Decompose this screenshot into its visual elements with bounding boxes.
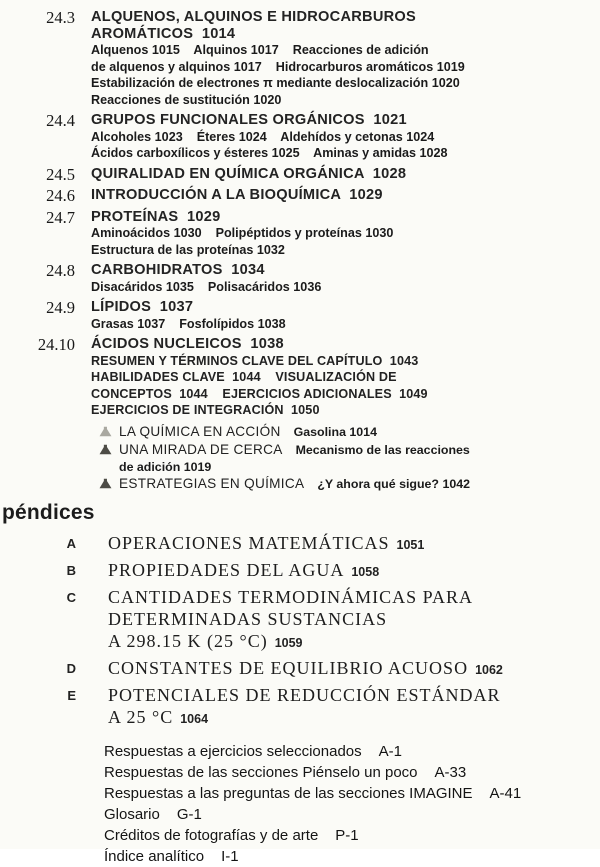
- appendix-letter: E: [67, 687, 76, 703]
- section-subentry-line: Disacáridos 1035 Polisacáridos 1036: [91, 279, 322, 294]
- back-matter-row: [104, 762, 600, 783]
- section-number: 24.4: [46, 111, 75, 130]
- feature-row: [99, 475, 600, 493]
- section-subentry-line: Alquenos 1015 Alquinos 1017 Reacciones de adición: [91, 43, 429, 57]
- section-title-line: INTRODUCCIÓN A LA BIOQUÍMICA 1029: [91, 187, 383, 203]
- back-matter-label: Respuestas a las preguntas de las secciones IMAGINE: [104, 784, 473, 802]
- section-title-line: PROTEÍNAS 1029: [91, 208, 221, 225]
- appendix-page-number: 1064: [180, 711, 209, 726]
- feature-row: [99, 423, 600, 441]
- feature-desc: Mecanismo de las reacciones: [295, 442, 470, 457]
- feature-label: UNA MIRADA DE CERCA: [119, 441, 283, 457]
- back-matter-list: [104, 741, 600, 867]
- back-matter-row: [104, 783, 600, 804]
- feature-desc: Gasolina 1014: [293, 424, 377, 439]
- section-title-line: AROMÁTICOS 1014: [91, 25, 236, 42]
- section-title-line: ALQUENOS, ALQUINOS E HIDROCARBUROS: [91, 9, 416, 25]
- back-matter-page: P-1: [335, 826, 359, 844]
- appendix-page-number: 1059: [274, 635, 303, 650]
- section-row-24-9: [0, 299, 600, 332]
- appendix-letter: C: [66, 589, 76, 605]
- back-matter-page: A-1: [378, 742, 402, 760]
- appendix-title-line: OPERACIONES MATEMÁTICAS: [108, 532, 390, 553]
- appendix-title-line: POTENCIALES DE REDUCCIÓN ESTÁNDAR: [108, 684, 501, 705]
- feature-label: LA QUÍMICA EN ACCIÓN: [119, 423, 281, 439]
- back-matter-row: [104, 741, 600, 762]
- back-matter-label: Respuestas a ejercicios seleccionados: [104, 742, 362, 760]
- section-row-24-4: [0, 112, 600, 162]
- appendix-row-b: [0, 559, 600, 583]
- section-row-24-5: [0, 166, 600, 184]
- appendix-title-line: PROPIEDADES DEL AGUA: [108, 559, 345, 580]
- appendix-list: [0, 532, 600, 730]
- appendix-page-number: 1051: [396, 537, 425, 552]
- back-matter-row: [104, 804, 600, 825]
- section-number: 24.7: [46, 207, 75, 227]
- section-row-24-6: [0, 187, 600, 205]
- appendix-page-number: 1058: [351, 564, 380, 579]
- section-title-line: GRUPOS FUNCIONALES ORGÁNICOS 1021: [91, 112, 407, 128]
- back-matter-label: Glosario: [104, 805, 160, 823]
- back-matter-page: G-1: [176, 805, 202, 823]
- appendix-row-d: [0, 657, 600, 681]
- appendix-title-line: A 298.15 K (25 °C): [108, 630, 268, 651]
- section-number: 24.6: [46, 186, 75, 205]
- section-row-24-10: [0, 336, 600, 419]
- section-number: 24.9: [46, 298, 75, 317]
- section-row-24-8: [0, 262, 600, 295]
- back-matter-label: Índice analítico: [104, 847, 205, 865]
- section-number: 24.3: [46, 8, 75, 27]
- section-endmatter-line: CONCEPTOS 1044 EJERCICIOS ADICIONALES 1049: [91, 386, 428, 401]
- flask-icon: [99, 423, 114, 441]
- appendix-letter: A: [66, 535, 76, 551]
- section-number: 24.5: [46, 164, 75, 184]
- appendix-row-a: [0, 532, 600, 556]
- section-subentry-line: Ácidos carboxílicos y ésteres 1025 Aminas y amidas 1028: [91, 146, 448, 160]
- section-title-line: LÍPIDOS 1037: [91, 299, 194, 315]
- back-matter-page: I-1: [221, 847, 239, 865]
- section-subentry-line: Estructura de las proteínas 1032: [91, 242, 285, 257]
- appendix-letter: D: [66, 660, 76, 676]
- section-endmatter-line: HABILIDADES CLAVE 1044 VISUALIZACIÓN DE: [91, 370, 397, 384]
- flask-icon: [99, 441, 114, 475]
- section-row-24-7: [0, 209, 600, 259]
- section-title-line: QUIRALIDAD EN QUÍMICA ORGÁNICA 1028: [91, 165, 407, 182]
- back-matter-page: A-33: [434, 763, 467, 781]
- back-matter-page: A-41: [489, 784, 522, 802]
- appendix-row-e: [0, 684, 600, 730]
- section-number: 24.10: [37, 335, 75, 354]
- back-matter-row: [104, 846, 600, 867]
- feature-box-list: [99, 423, 600, 493]
- feature-desc: ¿Y ahora qué sigue? 1042: [317, 476, 471, 491]
- section-endmatter-line: RESUMEN Y TÉRMINOS CLAVE DEL CAPÍTULO 1043: [91, 353, 419, 368]
- appendix-title-line: CONSTANTES DE EQUILIBRIO ACUOSO: [108, 657, 469, 678]
- appendix-letter: B: [66, 562, 76, 578]
- section-subentry-line: Grasas 1037 Fosfolípidos 1038: [91, 316, 286, 331]
- section-subentry-line: Aminoácidos 1030 Polipéptidos y proteínas 1030: [91, 226, 394, 240]
- appendix-row-c: [0, 586, 600, 654]
- back-matter-label: Respuestas de las secciones Piénselo un poco: [104, 763, 418, 781]
- back-matter-row: [104, 825, 600, 846]
- section-endmatter-line: EJERCICIOS DE INTEGRACIÓN 1050: [91, 403, 320, 417]
- appendix-title-line: CANTIDADES TERMODINÁMICAS PARA: [108, 586, 474, 607]
- section-subentry-line: Estabilización de electrones π mediante deslocalización 1020: [91, 76, 460, 90]
- appendix-title-line: A 25 °C: [108, 706, 174, 727]
- section-subentry-line: Reacciones de sustitución 1020: [91, 92, 282, 107]
- flask-icon: [99, 475, 114, 493]
- section-title-line: ÁCIDOS NUCLEICOS 1038: [91, 336, 284, 352]
- feature-row: [99, 441, 600, 475]
- back-matter-label: Créditos de fotografías y de arte: [104, 826, 319, 844]
- section-subentry-line: Alcoholes 1023 Éteres 1024 Aldehídos y cetonas 1024: [91, 129, 435, 144]
- section-title-line: CARBOHIDRATOS 1034: [91, 262, 265, 278]
- feature-label: ESTRATEGIAS EN QUÍMICA: [119, 475, 305, 491]
- section-number: 24.8: [46, 261, 75, 280]
- section-row-24-3: [0, 9, 600, 108]
- section-subentry-line: de alquenos y alquinos 1017 Hidrocarburos aromáticos 1019: [91, 59, 465, 74]
- appendix-page-number: 1062: [475, 662, 503, 677]
- appendices-heading: péndices: [2, 500, 95, 524]
- appendix-title-line: DETERMINADAS SUSTANCIAS: [108, 608, 388, 629]
- feature-desc-continuation: de adición 1019: [119, 459, 212, 474]
